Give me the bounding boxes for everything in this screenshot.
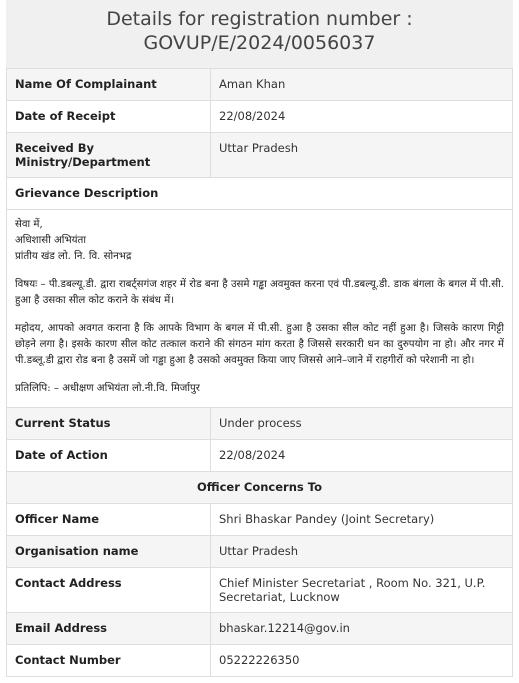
label-officer-name: Officer Name — [7, 504, 211, 536]
body-paragraph: महोदय, आपको अवगत कराना है कि आपके विभाग के बगल में पी.सी. हुआ है उसका सील कोट नहीं हुआ है। जिसके कारण गिट्टी छोड़ने लगा है। इसके कारण सील कोट तत्काल कराने की संगठन मांग करता है जिससे सरकारी धन का दुरुपयोग ना हो। और नगर में पी.डब्लू.डी द्वारा रोड बना है उसमें जो गड्ढा हुआ है उसको अवमुक्त किया जाए जिससे आने–जाने में राहगीरों को परेशानी ना हो। — [15, 323, 504, 366]
row-received-by — [7, 133, 513, 178]
address-line-1: Chief Minister Secretariat , Room No. 321, U.P. — [219, 576, 486, 590]
label-contact-address: Contact Address — [7, 568, 211, 613]
label-date-of-action: Date of Action — [7, 440, 211, 472]
value-current-status: Under process — [211, 408, 513, 440]
value-date-of-action: 22/08/2024 — [211, 440, 513, 472]
label-complainant-name: Name Of Complainant — [7, 69, 211, 101]
grievance-details-panel — [6, 0, 513, 677]
subject-paragraph: विषयः – पी.डबल्यू.डी. द्वारा राबर्ट्सगंज शहर में रोड बना है उसमे गड्ढा अवमुक्त करना एवं पी.डबल्यू.डी. डाक बंगला के बगल में पी.सी. हुआ है उसका सील कोट कराने के संबंध में। — [15, 279, 504, 306]
row-organisation-name — [7, 536, 513, 568]
row-officer-name — [7, 504, 513, 536]
label-organisation-name: Organisation name — [7, 536, 211, 568]
value-officer-name: Shri Bhaskar Pandey (Joint Secretary) — [211, 504, 513, 536]
value-contact-number: 05222226350 — [211, 645, 513, 677]
salutation-line: अधिशासी अभियंता — [15, 235, 86, 246]
title-line-1: Details for registration number : — [106, 8, 413, 30]
row-date-of-receipt — [7, 101, 513, 133]
salutation-line: प्रांतीय खंड लो. नि. वि. सोनभद्र — [15, 251, 132, 262]
row-grievance-text — [7, 210, 513, 408]
value-email-address: bhaskar.12214@gov.in — [211, 613, 513, 645]
label-contact-number: Contact Number — [7, 645, 211, 677]
grievance-description-heading: Grievance Description — [7, 178, 513, 210]
officer-concerns-heading: Officer Concerns To — [7, 472, 513, 504]
label-email-address: Email Address — [7, 613, 211, 645]
row-contact-address — [7, 568, 513, 613]
label-received-by: Received By Ministry/Department — [7, 133, 211, 178]
row-contact-number — [7, 645, 513, 677]
row-officer-header — [7, 472, 513, 504]
label-current-status: Current Status — [7, 408, 211, 440]
row-complainant-name — [7, 69, 513, 101]
value-organisation-name: Uttar Pradesh — [211, 536, 513, 568]
value-complainant-name: Aman Khan — [211, 69, 513, 101]
page-title — [6, 0, 513, 68]
salutation-line: सेवा में, — [15, 219, 43, 230]
address-line-2: Secretariat, Lucknow — [219, 590, 340, 604]
registration-number: GOVUP/E/2024/0056037 — [143, 32, 376, 54]
row-email-address — [7, 613, 513, 645]
label-date-of-receipt: Date of Receipt — [7, 101, 211, 133]
copy-to-line: प्रतिलिपि: – अधीक्षण अभियंता लो.नी.वि. मिर्जापुर — [15, 383, 200, 394]
value-received-by: Uttar Pradesh — [211, 133, 513, 178]
salutation-block — [15, 217, 504, 265]
value-date-of-receipt: 22/08/2024 — [211, 101, 513, 133]
details-table — [6, 68, 513, 677]
value-contact-address — [211, 568, 513, 613]
row-date-of-action — [7, 440, 513, 472]
grievance-description-text — [7, 210, 513, 408]
row-current-status — [7, 408, 513, 440]
row-grievance-header — [7, 178, 513, 210]
